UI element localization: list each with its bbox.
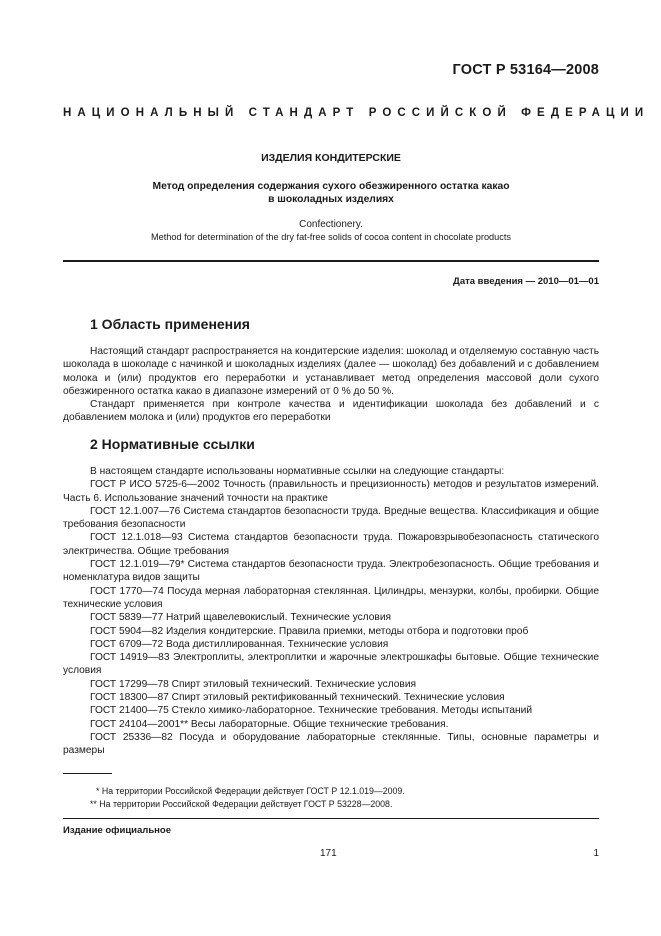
- document-subtitle: [63, 180, 599, 206]
- reference-item: ГОСТ 5839—77 Натрий щавелевокислый. Технические условия: [90, 612, 392, 624]
- section-1-paragraph: Настоящий стандарт распространяется на кондитерские изделия: шоколад и отделяемую составную часть шоколада в шоколаде с начинкой и шоколадных изделиях (далее — шоколад) без добавлений и с добавлением молока и (или) продуктов его переработки и устанавливает метод определения массовой доли сухого обезжиренного остатка какао в диапазоне измерений от 0 % до 50 %.: [63, 346, 599, 397]
- subtitle-line-2: в шоколадных изделиях: [268, 194, 394, 205]
- document-code: ГОСТ Р 53164—2008: [452, 62, 599, 78]
- reference-item: ГОСТ 1770—74 Посуда мерная лабораторная стеклянная. Цилиндры, мензурки, колбы, пробирки. Общие технические условия: [63, 585, 599, 610]
- section-1-body: [63, 345, 599, 425]
- english-title-line-2: Method for determination of the dry fat-free solids of cocoa content in chocolate products: [150, 232, 512, 242]
- page-number-center: 171: [320, 848, 337, 859]
- footnote-2: ** На территории Российской Федерации действует ГОСТ Р 53228—2008.: [90, 799, 393, 809]
- footnote-1: * На территории Российской Федерации действует ГОСТ Р 12.1.019—2009.: [96, 786, 405, 796]
- reference-item: ГОСТ 17299—78 Спирт этиловый технический. Технические условия: [90, 678, 417, 690]
- reference-item: ГОСТ 24104—2001** Весы лабораторные. Общие технические требования.: [90, 718, 449, 730]
- reference-item: ГОСТ 6709—72 Вода дистиллированная. Технические условия: [90, 638, 389, 650]
- reference-item: ГОСТ Р ИСО 5725-6—2002 Точность (правильность и прецизионность) методов и результатов измерений. Часть 6. Использование значений точности на практике: [63, 479, 599, 504]
- section-2-heading: 2 Нормативные ссылки: [90, 436, 255, 452]
- section-1-paragraph: Стандарт применяется при контроле качества и идентификации шоколада без добавлений и с добавлением молока и (или) продуктов его переработки: [63, 399, 599, 424]
- references-intro: В настоящем стандарте использованы нормативные ссылки на следующие стандарты:: [90, 466, 505, 477]
- reference-item: ГОСТ 12.1.007—76 Система стандартов безопасности труда. Вредные вещества. Классификация и общие требования безопасности: [63, 505, 599, 531]
- section-2-body: [63, 465, 599, 758]
- section-1-heading: 1 Область применения: [90, 316, 250, 332]
- official-edition-label: Издание официальное: [63, 825, 171, 836]
- subtitle-line-1: Метод определения содержания сухого обезжиренного остатка какао: [152, 181, 510, 192]
- introduction-date: Дата введения — 2010—01—01: [453, 276, 599, 287]
- reference-item: ГОСТ 12.1.018—93 Система стандартов безопасности труда. Пожаровзрывобезопасность статического электричества. Общие требования: [63, 532, 599, 557]
- english-title-line-1: Confectionery.: [299, 219, 363, 230]
- title-divider: [63, 260, 599, 262]
- reference-item: ГОСТ 14919—83 Электроплиты, электроплитки и жарочные электрошкафы бытовые. Общие технические условия: [63, 652, 599, 677]
- reference-item: ГОСТ 12.1.019—79* Система стандартов безопасности труда. Электробезопасность. Общие требования и номенклатура видов защиты: [63, 559, 599, 584]
- reference-item: ГОСТ 21400—75 Стекло химико-лабораторное. Технические требования. Методы испытаний: [90, 705, 533, 717]
- reference-item: ГОСТ 18300—87 Спирт этиловый ректификованный технический. Технические условия: [90, 692, 505, 704]
- national-standard-banner: НАЦИОНАЛЬНЫЙ СТАНДАРТ РОССИЙСКОЙ ФЕДЕРАЦИИ: [63, 107, 650, 119]
- footnote-separator: [63, 773, 112, 774]
- footer-divider: [63, 818, 599, 819]
- page-number-right: 1: [593, 848, 599, 859]
- reference-item: ГОСТ 25336—82 Посуда и оборудование лабораторные стеклянные. Типы, основные параметры и размеры: [63, 731, 599, 757]
- reference-item: ГОСТ 5904—82 Изделия кондитерские. Правила приемки, методы отбора и подготовки проб: [90, 625, 529, 637]
- document-title: ИЗДЕЛИЯ КОНДИТЕРСКИЕ: [261, 152, 401, 164]
